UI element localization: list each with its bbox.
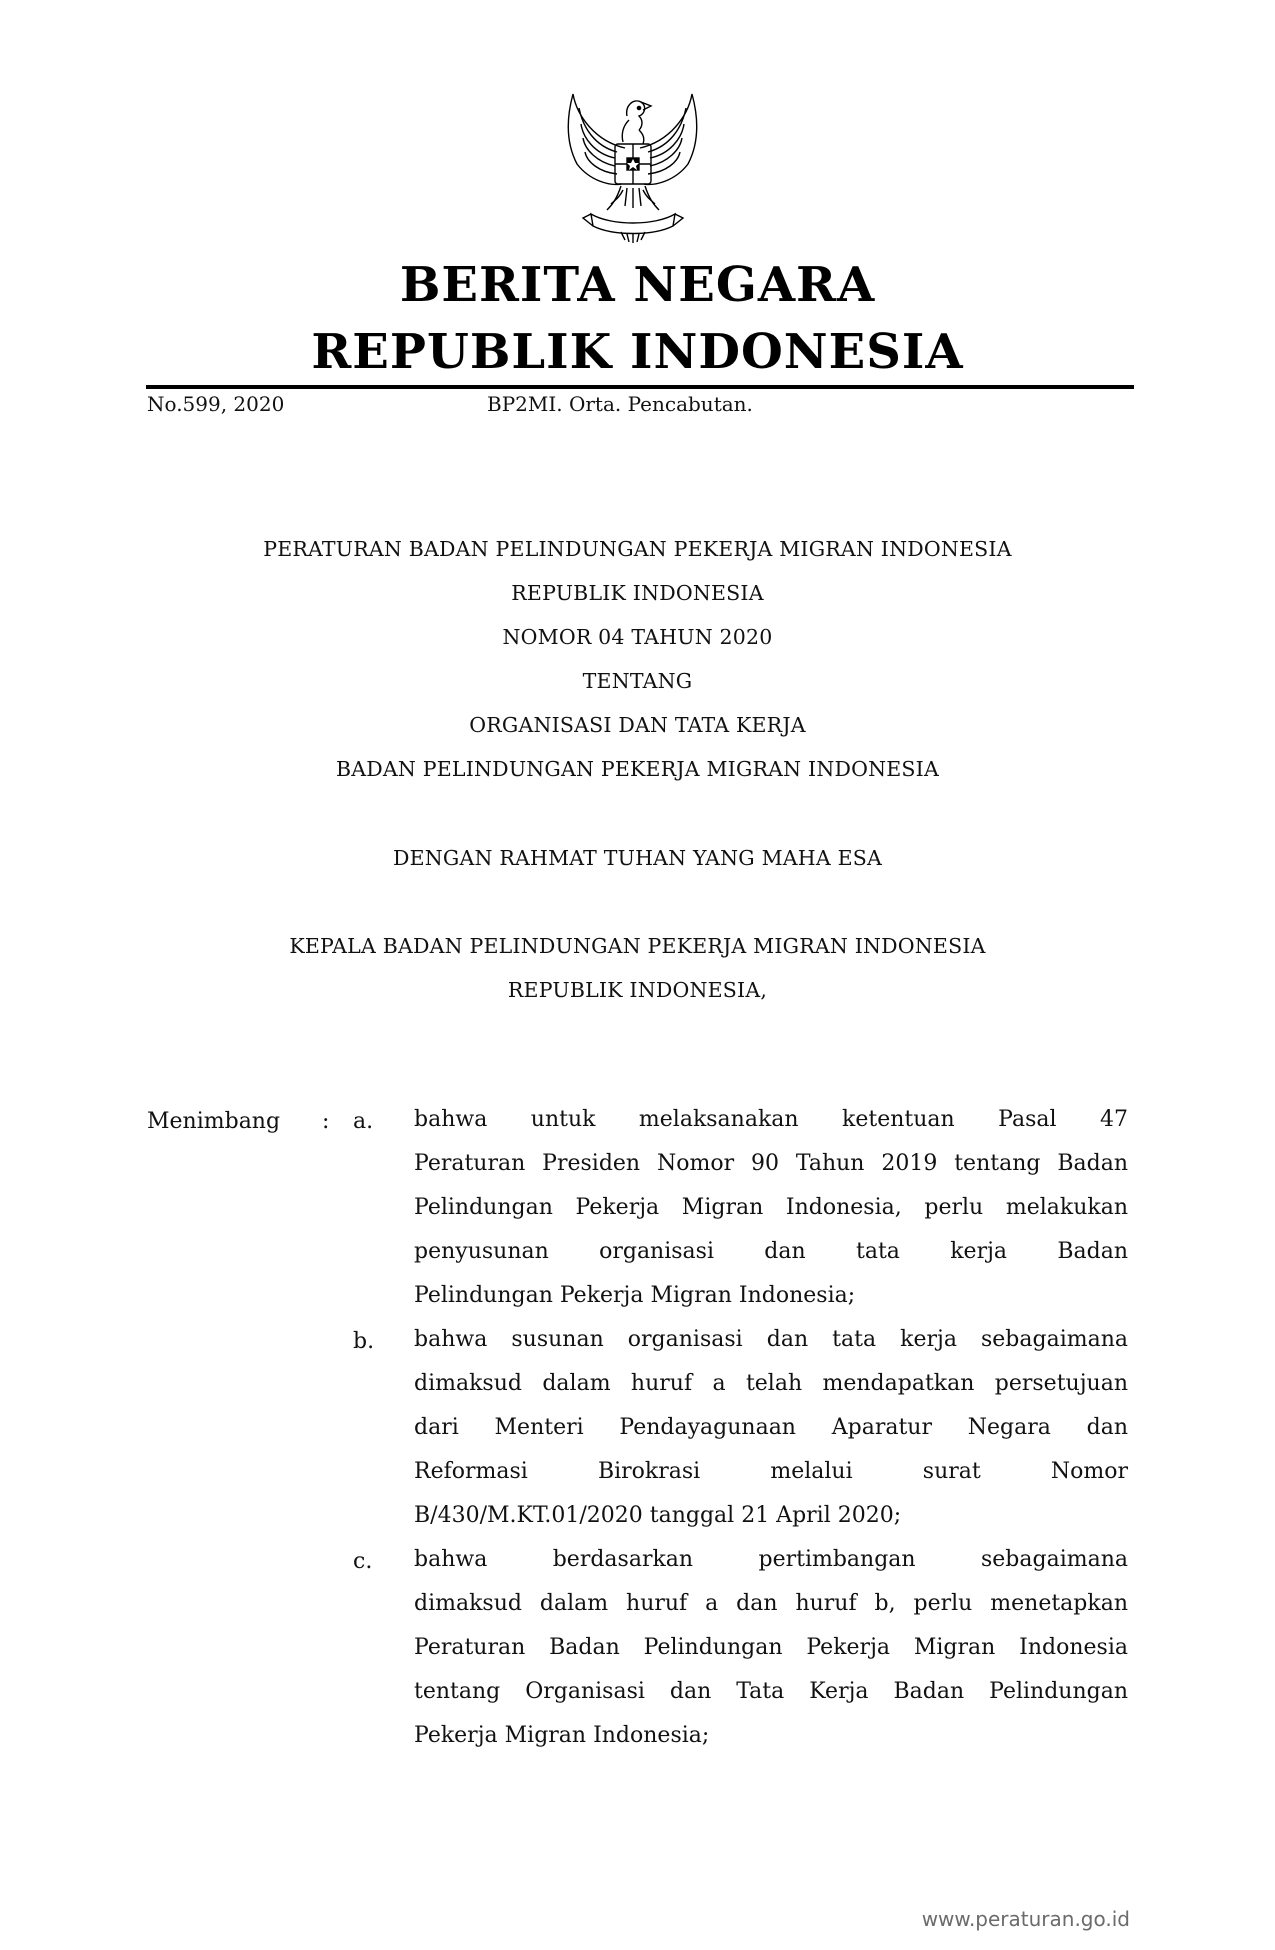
considering-item-line: Peraturan Badan Pelindungan Pekerja Migran Indonesia bbox=[414, 1635, 1128, 1660]
considering-label: Menimbang bbox=[147, 1109, 281, 1134]
considering-item-letter: a. bbox=[353, 1109, 374, 1134]
considering-item-line: Pekerja Migran Indonesia; bbox=[414, 1723, 710, 1748]
regulation-title-line: ORGANISASI DAN TATA KERJA bbox=[469, 713, 806, 737]
issuer-line: KEPALA BADAN PELINDUNGAN PEKERJA MIGRAN INDONESIA bbox=[289, 934, 986, 958]
considering-item-line: Pelindungan Pekerja Migran Indonesia; bbox=[414, 1283, 856, 1308]
considering-item-line: dimaksud dalam huruf a dan huruf b, perlu menetapkan bbox=[414, 1591, 1128, 1616]
considering-item-line: Pelindungan Pekerja Migran Indonesia, perlu melakukan bbox=[414, 1195, 1128, 1220]
issuer-line: REPUBLIK INDONESIA, bbox=[507, 978, 768, 1002]
considering-item-line: bahwa untuk melaksanakan ketentuan Pasal 47 bbox=[414, 1107, 1128, 1132]
garuda-emblem-icon bbox=[555, 86, 710, 244]
considering-item-letter: b. bbox=[353, 1329, 375, 1354]
considering-item-line: Peraturan Presiden Nomor 90 Tahun 2019 tentang Badan bbox=[414, 1151, 1128, 1176]
regulation-title-line: NOMOR 04 TAHUN 2020 bbox=[502, 625, 773, 649]
masthead-title-line1: BERITA NEGARA bbox=[399, 257, 876, 313]
masthead-title-line2: REPUBLIK INDONESIA bbox=[311, 324, 964, 380]
preamble: DENGAN RAHMAT TUHAN YANG MAHA ESA bbox=[392, 846, 883, 870]
considering-item-line: dimaksud dalam huruf a telah mendapatkan persetujuan bbox=[414, 1371, 1128, 1396]
considering-item-line: Reformasi Birokrasi melalui surat Nomor bbox=[414, 1459, 1128, 1484]
regulation-title-line: PERATURAN BADAN PELINDUNGAN PEKERJA MIGRAN INDONESIA bbox=[263, 537, 1012, 561]
gazette-number: No.599, 2020 bbox=[147, 392, 285, 416]
considering-item-line: bahwa susunan organisasi dan tata kerja sebagaimana bbox=[414, 1327, 1128, 1352]
considering-item-line: dari Menteri Pendayagunaan Aparatur Negara dan bbox=[414, 1415, 1128, 1440]
considering-item-line: B/430/M.KT.01/2020 tanggal 21 April 2020; bbox=[414, 1503, 902, 1528]
regulation-title-line: TENTANG bbox=[582, 669, 693, 693]
considering-colon: : bbox=[322, 1109, 330, 1134]
considering-item-line: penyusunan organisasi dan tata kerja Badan bbox=[414, 1239, 1128, 1264]
masthead-divider bbox=[146, 385, 1134, 389]
regulation-title-line: REPUBLIK INDONESIA bbox=[511, 581, 764, 605]
considering-item-letter: c. bbox=[353, 1549, 373, 1574]
footer-url-link[interactable]: www.peraturan.go.id bbox=[921, 1907, 1130, 1931]
regulation-title-line: BADAN PELINDUNGAN PEKERJA MIGRAN INDONESIA bbox=[336, 757, 939, 781]
considering-item-line: bahwa berdasarkan pertimbangan sebagaimana bbox=[414, 1547, 1128, 1572]
gazette-topic: BP2MI. Orta. Pencabutan. bbox=[487, 392, 753, 416]
considering-item-line: tentang Organisasi dan Tata Kerja Badan Pelindungan bbox=[414, 1679, 1128, 1704]
